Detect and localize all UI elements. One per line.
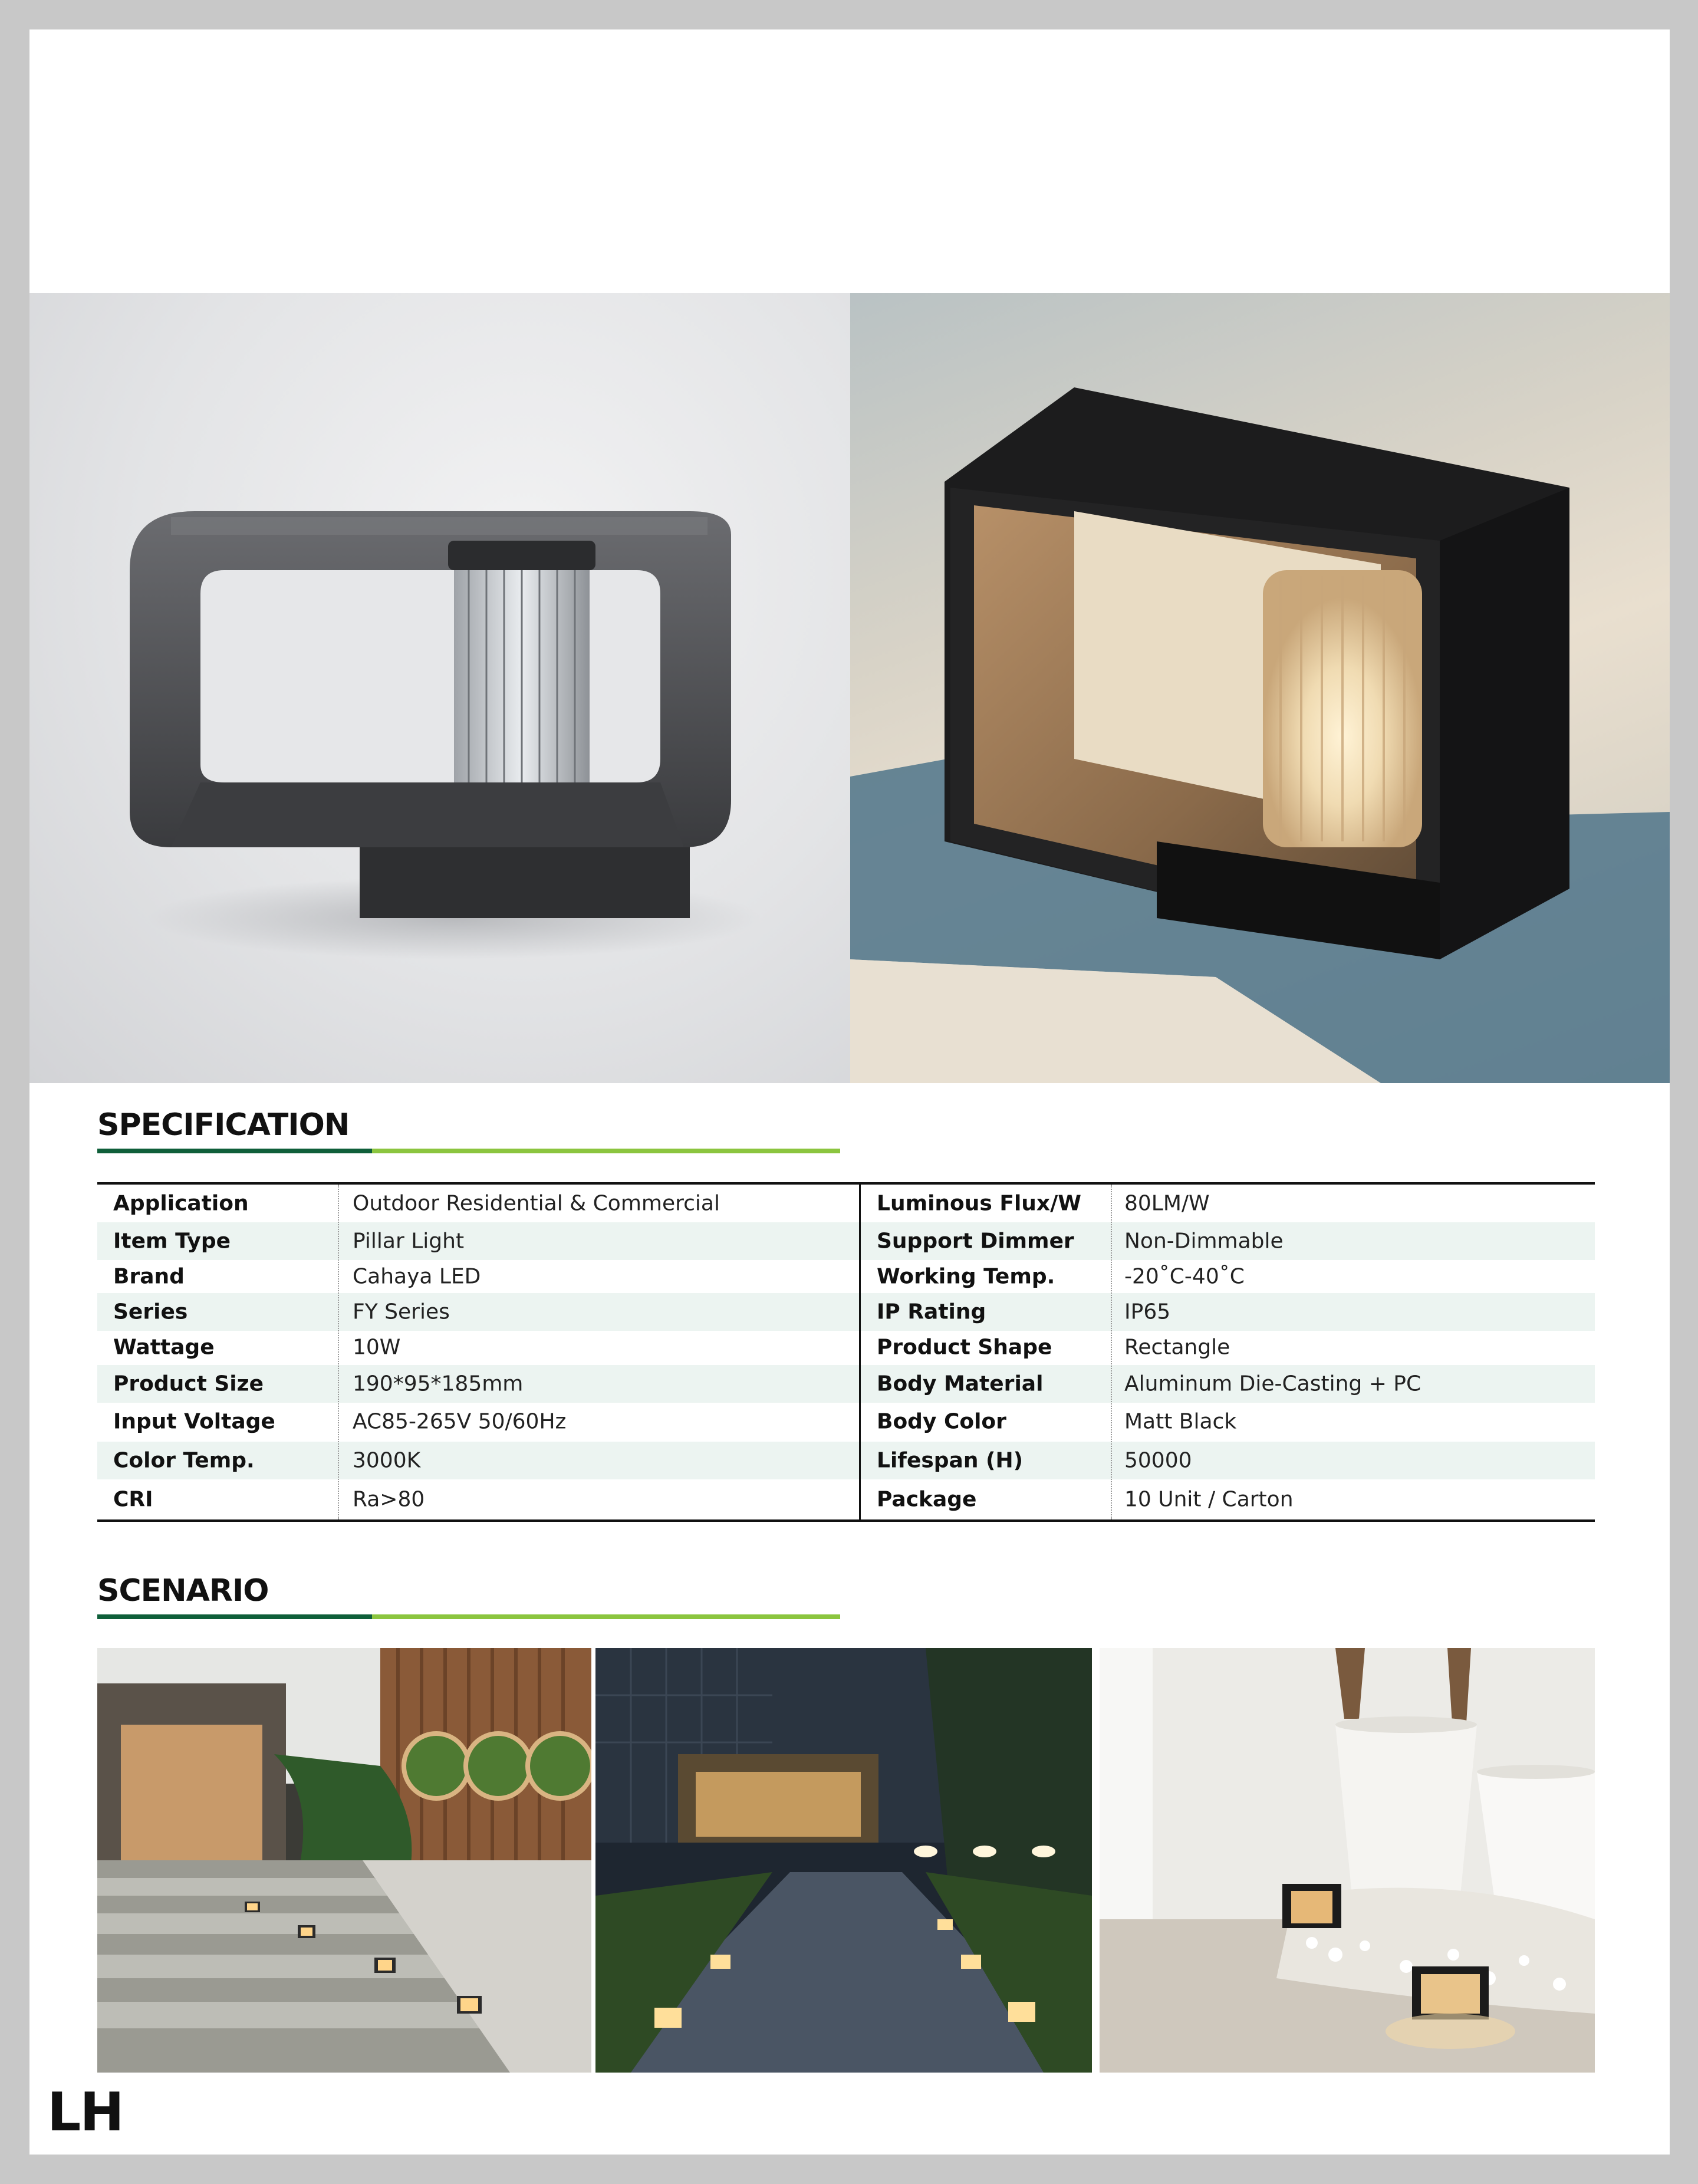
spec-label: Body Material: [877, 1371, 1044, 1396]
spec-value: Pillar Light: [353, 1229, 465, 1254]
spec-value: 50000: [1124, 1448, 1192, 1473]
spec-value: Matt Black: [1124, 1409, 1237, 1434]
spec-value: AC85-265V 50/60Hz: [353, 1409, 567, 1434]
spec-value: 10 Unit / Carton: [1124, 1487, 1294, 1512]
spec-value: Rectangle: [1124, 1335, 1230, 1360]
spec-row: [861, 1481, 1595, 1518]
spec-column-left: [97, 1185, 859, 1519]
product-photo-studio: [29, 293, 850, 1083]
spec-label: Wattage: [113, 1335, 215, 1360]
scenario-heading: SCENARIO: [97, 1573, 269, 1609]
spec-label: Input Voltage: [113, 1409, 275, 1434]
spec-row: [861, 1222, 1595, 1260]
spec-label: Color Temp.: [113, 1448, 255, 1473]
spec-label: Support Dimmer: [877, 1229, 1074, 1254]
spec-label: Lifespan (H): [877, 1448, 1024, 1473]
spec-row: [97, 1328, 859, 1366]
spec-label: Product Shape: [877, 1335, 1052, 1360]
scenario-photo-garden-walkway: [97, 1648, 591, 2073]
spec-row: [97, 1481, 859, 1518]
spec-row: [97, 1185, 859, 1222]
spec-row: [97, 1222, 859, 1260]
spec-label: Item Type: [113, 1229, 231, 1254]
spec-row: [861, 1185, 1595, 1222]
spec-row: [861, 1258, 1595, 1295]
spec-value: 3000K: [353, 1448, 421, 1473]
spec-row: [861, 1365, 1595, 1403]
spec-row: [861, 1403, 1595, 1440]
spec-label: Application: [113, 1191, 249, 1216]
spec-value: 80LM/W: [1124, 1191, 1210, 1216]
spec-label: Package: [877, 1487, 977, 1512]
spec-value: Cahaya LED: [353, 1264, 481, 1289]
garden-walkway-illustration: [97, 1648, 591, 2073]
spec-label: CRI: [113, 1487, 153, 1512]
indoor-planters-illustration: [1100, 1648, 1595, 2073]
spec-value: 190*95*185mm: [353, 1371, 524, 1396]
spec-row: [97, 1442, 859, 1479]
pillar-light-studio-illustration: [29, 293, 850, 1083]
spec-label: Series: [113, 1300, 188, 1324]
spec-divider: [338, 1185, 339, 1519]
scenario-photo-indoor-planters: [1100, 1648, 1595, 2073]
spec-value: 10W: [353, 1335, 401, 1360]
scenario-heading-rule: [97, 1614, 840, 1619]
spec-label: IP Rating: [877, 1300, 986, 1324]
spec-divider: [1111, 1185, 1112, 1519]
spec-label: Luminous Flux/W: [877, 1191, 1082, 1216]
spec-value: FY Series: [353, 1300, 450, 1324]
spec-label: Body Color: [877, 1409, 1006, 1434]
spec-row: [861, 1328, 1595, 1366]
spec-row: [97, 1258, 859, 1295]
spec-value: IP65: [1124, 1300, 1171, 1324]
spec-label: Working Temp.: [877, 1264, 1055, 1289]
specification-heading: SPECIFICATION: [97, 1107, 350, 1143]
product-photo-lifestyle: [850, 293, 1670, 1083]
scenario-photo-night-path: [595, 1648, 1092, 2073]
spec-value: Ra>80: [353, 1487, 425, 1512]
brand-logo: LH: [47, 2081, 123, 2143]
spec-row: [97, 1365, 859, 1403]
pillar-light-glowing-illustration: [850, 293, 1670, 1083]
spec-row: [861, 1293, 1595, 1331]
spec-value: Non-Dimmable: [1124, 1229, 1284, 1254]
spec-value: -20˚C-40˚C: [1124, 1264, 1245, 1289]
spec-label: Product Size: [113, 1371, 264, 1396]
specification-heading-rule: [97, 1149, 840, 1153]
catalog-page: [29, 29, 1670, 2155]
spec-row: [97, 1293, 859, 1331]
spec-row: [861, 1442, 1595, 1479]
spec-value: Outdoor Residential & Commercial: [353, 1191, 720, 1216]
spec-column-right: [861, 1185, 1595, 1519]
night-path-illustration: [595, 1648, 1092, 2073]
spec-row: [97, 1403, 859, 1440]
specification-table: [97, 1182, 1595, 1522]
spec-label: Brand: [113, 1264, 185, 1289]
spec-value: Aluminum Die-Casting + PC: [1124, 1371, 1421, 1396]
product-hero: [29, 293, 1670, 1083]
